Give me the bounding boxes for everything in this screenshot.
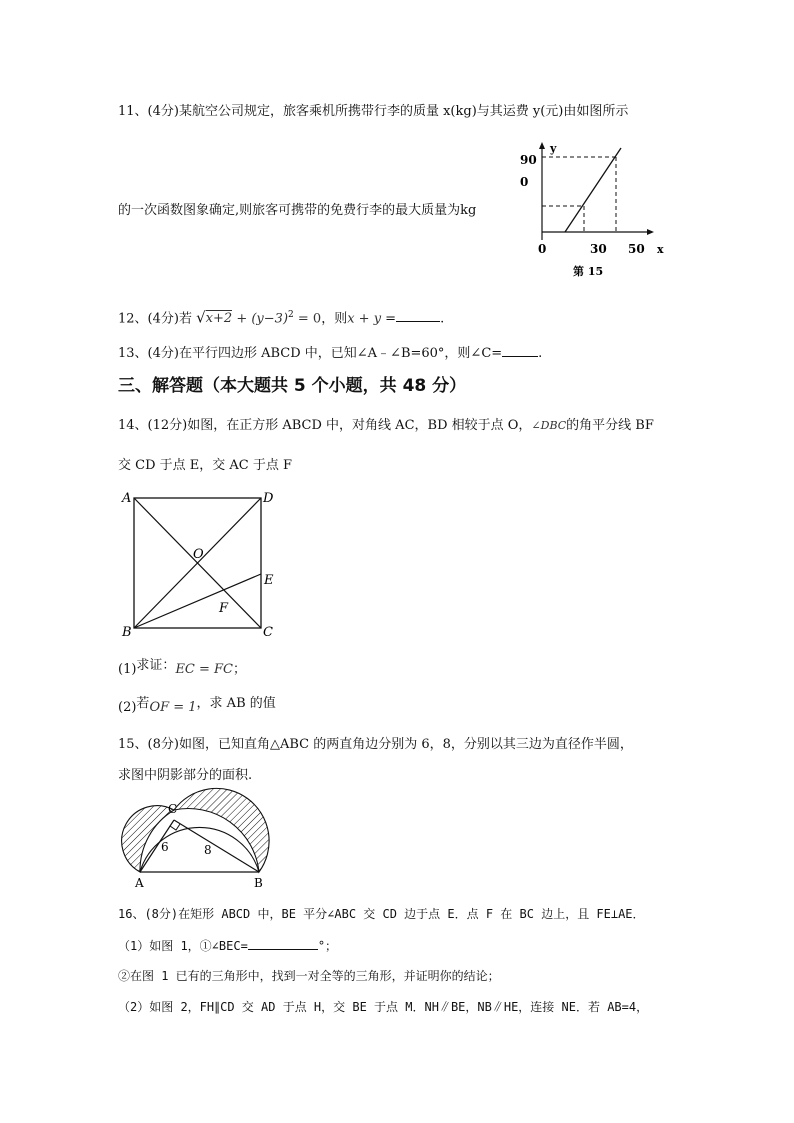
q16-answer-blank[interactable] [248,937,318,950]
q11-function-line [565,148,621,232]
q14-label-f: F [219,601,229,616]
q11-y-tick-90: 90 [520,153,537,167]
q15-label-b: B [254,876,263,890]
q11-caption: 第 15 [573,265,604,278]
q14-part1 [118,658,247,678]
q16-line3: ②在图 1 已有的三角形中，找到一对全等的三角形，并证明你的结论； [118,969,500,983]
q11-graph [505,140,675,285]
q14-angle: ∠DBC [531,419,567,432]
q12-sup: 2 [288,310,294,320]
q14-line1-tail: 的角平分线 BF [566,418,654,433]
q14-line2: 交 CD 于点 E，交 AC 于点 F [118,458,293,473]
q16-line2-suffix: °； [317,939,338,953]
q11-line1: 11、(4分)某航空公司规定，旅客乘机所携带行李的质量 x(kg)与其运费 y(元)由如图所示 [118,104,629,119]
q12-expr: x + y [347,311,382,327]
q12-prefix: 12、(4分)若 [118,311,192,327]
q11-y-arrow-icon [539,142,545,149]
q12-answer-blank[interactable] [396,309,440,322]
q14-label-e: E [264,573,274,588]
q11-x-arrow-icon [647,229,654,235]
q13-answer-blank[interactable] [502,344,538,357]
q12-suffix: = [381,311,397,327]
q12-plus: + [236,311,248,327]
q14-part1-math: EC = FC [175,662,233,677]
q14-part1-num: (1) [118,662,137,677]
q14-label-o: O [193,547,204,562]
q15-label-a: A [135,876,144,890]
q15-line2: 求图中阴影部分的面积. [118,768,253,783]
q12-line [118,307,444,327]
q14-label-a: A [122,491,132,506]
q11-x-tick-50: 50 [628,242,645,256]
q14-label-b: B [122,625,132,640]
q14-figure [118,488,288,643]
q14-part2-math: OF = 1 [149,700,197,715]
q12-sqrt-body: x+2 [205,311,233,327]
q15-line1: 15、(8分)如图，已知直角△ABC 的两直角边分别为 6，8，分别以其三边为直径作半圆， [118,737,633,752]
q11-x-label: x [657,243,664,256]
q14-line1 [118,418,654,434]
q16-line1: 16、(8分)在矩形 ABCD 中，BE 平分∠ABC 交 CD 边于点 E．点 F 在 BC 边上，且 FE⊥AE． [118,907,645,921]
q15-label-8: 8 [204,843,212,857]
q13-text: 13、(4分)在平行四边形 ABCD 中，已知∠A﹣∠B=60°，则∠C= [118,346,503,361]
q16-line2-prefix: （1）如图 1，①∠BEC= [118,939,248,953]
q15-figure [118,792,288,892]
q11-y-tick-0: 0 [520,175,529,189]
q16-line4: （2）如图 2，FH∥CD 交 AD 于点 H，交 BE 于点 M．NH∥BE，NB∥HE，连接 NE．若 AB=4， [118,1000,649,1014]
q14-part2 [118,696,276,716]
q12-sqrt-icon: √ [196,308,206,327]
q11-y-label: y [550,142,557,155]
q14-line1-text: 14、(12分)如图，在正方形 ABCD 中，对角线 AC，BD 相较于点 O， [118,418,532,433]
q14-label-c: C [263,625,273,640]
q14-part2-tail: ，求 AB 的值 [196,696,276,711]
q11-x-tick-30: 30 [590,242,607,256]
q14-part2-text: 若 [136,696,150,711]
q13-line [118,344,542,362]
section3-title: 三、解答题（本大题共 5 个小题，共 48 分） [118,376,467,396]
q14-label-d: D [263,491,274,506]
q15-label-c: C [168,802,178,816]
q16-line2 [118,937,337,954]
q12-end: . [440,311,445,327]
q14-part1-text: 求证： [136,658,176,673]
q14-bisector-be [134,574,261,628]
q14-part1-end: ； [233,662,247,677]
q14-part2-num: (2) [118,700,137,715]
q12-paren: (y−3) [251,311,289,327]
q15-lune-bc [174,788,269,872]
q15-label-6: 6 [161,840,169,854]
q11-line2: 的一次函数图象确定,则旅客可携带的免费行李的最大质量为kg [118,203,477,218]
q12-eq: = 0 [293,311,322,327]
q15-semicircle-ab [140,827,259,872]
q12-mid: ，则 [321,311,348,327]
q11-origin-label: 0 [538,242,547,256]
q13-end: . [538,346,543,361]
q15-lune-ac [122,806,174,872]
